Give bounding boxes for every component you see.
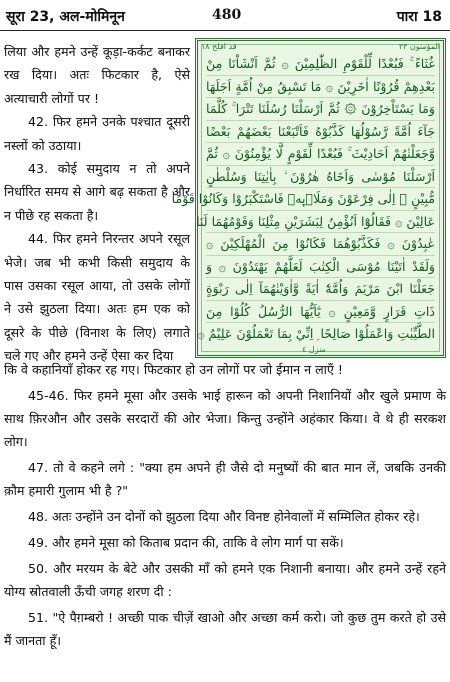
manzil-label: منزل ٤ (302, 345, 326, 354)
translation-column (4, 40, 190, 368)
verse-43: 43. कोई समुदाय न तो अपने निर्धारित समय से आगे बढ़ सकता है और न पीछे रह सकता है। (4, 161, 190, 223)
arabic-line: جَعَلْنَا ابْنَ مَرْيَمَ وَاُمَّهٗٓ اٰيَةً وَّاٰوَيْنٰهُمَآ اِلٰى رَبْوَةٍ (206, 278, 435, 301)
arabic-line: الطَّيِّبٰتِ وَاعْمَلُوْا صَالِحًا ۭ اِنِّيْ بِمَا تَعْمَلُوْنَ عَلِيْمٌ ۞ (197, 326, 435, 341)
verse-49: 49. और हमने मूसा को किताब प्रदान की, ताकि वे लोग मार्ग पा सकें। (28, 535, 344, 550)
arabic-line: جَآءَ اُمَّةً رَّسُوْلُهَا كَذَّبُوْهُ فَاَتْبَعْنَا بَعْضَهُمْ بَعْضًا (206, 121, 435, 144)
verse-50: 50. और मरयम के बेटे और उसकी माँ को हमने एक निशानी बनाया। और हमने उन्हें रहने योग्य स्रोतवाली ऊँची जगह शरण दी : (4, 561, 446, 599)
arabic-line: غُثَاءً ۚ فَبُعْدًا لِّلْقَوْمِ الظّٰلِمِيْنَ ۞ ثُمَّ اَنْشَاْنَا مِنْ (206, 53, 435, 76)
translation-continuation (4, 358, 446, 652)
arabic-line: بَعْدِهِمْ قُرُوْنًا اٰخَرِيْنَ ۞ مَا تَسْبِقُ مِنْ اُمَّةٍ اَجَلَهَا (206, 76, 435, 99)
arabic-text-frame (171, 38, 446, 358)
arabic-line: مُّبِيْنٍ ۞ اِلٰى فِرْعَوْنَ وَمَلَا۟ىِٕهٖ فَاسْتَكْبَرُوْا وَكَانُوْا قَوْمًا (206, 188, 435, 211)
arabic-line: عَالِيْنَ ۞ فَقَالُوْٓا اَنُؤْمِنُ لِبَشَرَيْنِ مِثْلِنَا وَقَوْمُهُمَا لَنَا (206, 211, 435, 234)
arabic-line: وَلَقَدْ اٰتَيْنَا مُوْسَى الْكِتٰبَ لَعَلَّهُمْ يَهْتَدُوْنَ ۞ وَ (206, 256, 435, 279)
arabic-line: اَرْسَلْنَا مُوْسٰى وَاَخَاهُ هٰرُوْنَ ۙ بِاٰيٰتِنَا وَسُلْطٰنٍ (206, 166, 435, 189)
arabic-line: عٰبِدُوْنَ ۞ فَكَذَّبُوْهُمَا فَكَانُوْا مِنَ الْمُهْلَكِيْنَ ۞ (206, 233, 435, 256)
verse-48: 48. अतः उन्होंने उन दोनों को झुठला दिया और विनष्ट होनेवालों में सम्मिलित होकर रहे। (28, 509, 420, 524)
verse-44-continued: कि वे कहानियाँ होकर रह गए। फिटकार हो उन लोगों पर जो ईमान न लाएँ ! (4, 362, 343, 377)
verse-44: 44. फिर हमने निरन्तर अपने रसूल भेजे। जब भी कभी किसी समुदाय के पास उसका रसूल आया, तो उसके लोगों ने उसे झुठला दिया। अतः हम एक को दूसरे के पीछे (विनाश के लिए) लगाते चले गए और हमने उन्हें ऐसा कर दिया (4, 231, 190, 364)
page-header (0, 0, 450, 31)
para-label: पारा 18 (396, 9, 442, 25)
arabic-line: وَمَا يَسْتَاْخِرُوْنَ ۞ ثُمَّ اَرْسَلْنَا رُسُلَنَا تَتْرَا ۚ كُلَّمَا (206, 98, 435, 121)
verse-47: 47. तो वे कहने लगे : "क्या हम अपने ही जैसे दो मनुष्यों की बात मान लें, जबकि उनकी क़ौम हमारी गुलाम भी है ?" (4, 460, 446, 498)
verse-45-46: 45-46. फिर हमने मूसा और उसके भाई हारून को अपनी निशानियों और खुले प्रमाण के साथ फ़िरऔन और उसके सरदारों की ओर भेजा। किन्तु उन्होंने अहंकार किया। वे थे ही सरकश लोग। (4, 388, 446, 449)
frame-corner-label: المؤمنون ٢٣ (398, 42, 440, 51)
frame-corner-label: قد افلح ١٨ (201, 42, 237, 51)
arabic-lines (171, 53, 435, 343)
verse-42: 42. फिर हमने उनके पश्चात दूसरी नस्लों को उठाया। (4, 114, 190, 153)
surah-title: सूरा 23, अल-मोमिनून (6, 9, 125, 25)
arabic-line: وَّجَعَلْنٰهُمْ اَحَادِيْثَ ۚ فَبُعْدًا لِّقَوْمٍ لَّا يُؤْمِنُوْنَ ۞ ثُمَّ (206, 143, 435, 166)
verse-51: 51. "ऐ पैग़म्बरो ! अच्छी पाक चीज़ें खाओ और अच्छा कर्म करो। जो कुछ तुम करते हो उसे मैं जानता हूँ। (4, 610, 446, 648)
translation-paragraph: लिया और हमने उन्हें कूड़ा-कर्कट बनाकर रख दिया। अतः फिटकार है, ऐसे अत्याचारी लोगों पर ! (4, 44, 190, 106)
page-number: 480 (212, 7, 242, 23)
arabic-line: ذَاتِ قَرَارٍ وَّمَعِيْنٍ ۞ يٰٓاَيُّهَا الرُّسُلُ كُلُوْا مِنَ (206, 301, 435, 324)
